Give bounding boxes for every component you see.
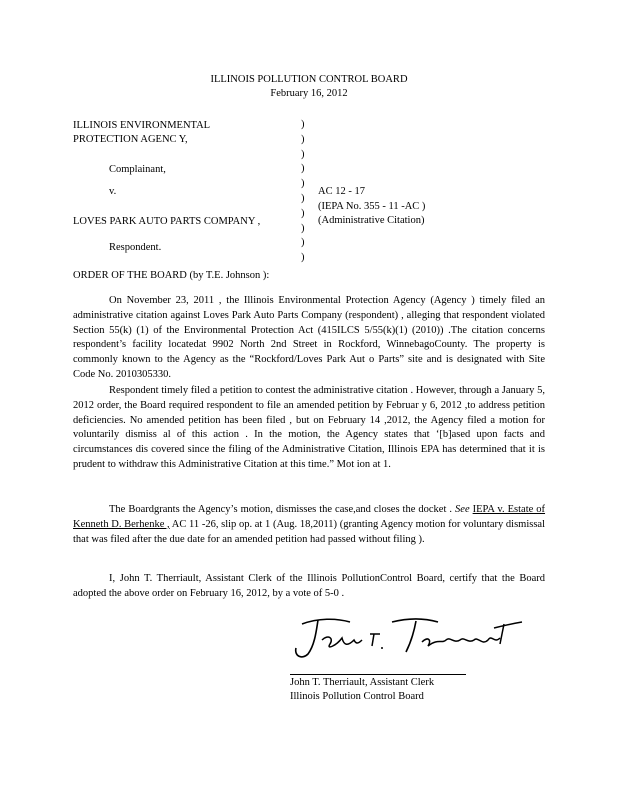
complainant-role: Complainant,: [109, 164, 166, 175]
signer-office: Illinois Pollution Control Board: [290, 691, 424, 702]
complainant-name-line1: ILLINOIS ENVIRONMENTAL: [73, 120, 211, 131]
paragraph-3-text: The Boardgrants the Agency’s motion, dismisses the case,and closes the docket .: [109, 504, 453, 515]
versus-label: v.: [109, 186, 117, 197]
paragraph-1-text: On November 23, 2011 , the Illinois Environmental Protection Agency (Agency ) timely filed an administrative citation against Loves Park Auto Parts Company (respondent) , alleging that respondent violated Section 55(k) (1) of the Environmental Protection Act (415ILCS 5/55(k)(1) (2010)) .The citation concerns respondent’s facility locatedat 9902 North 2nd Street in Rockford, WinnebagoCounty. The property is commonly known to the Agency as the “Rockford/Loves Park Aut o Parts” site and is designated with Site Code No. 2010305330.: [73, 295, 545, 380]
paragraph-2: [73, 384, 545, 473]
paragraph-1: [73, 294, 545, 383]
paragraph-2-text: Respondent timely filed a petition to contest the administrative citation . However, through a January 5, 2012 order, the Board required respondent to file an amended petition by Februar y 6, 2012 ,to address petition deficiencies. No amended petition has been filed , but on February 14 ,2012, the Agency filed a motion for voluntarily dismiss al of this action . In the motion, the Agency states that ‘[b]ased upon facts and circumstances dis covered since the filing of the Administrative Citation, Illinois EPA has determined that it is prudent to withdraw this Administrative Citation at this time.” Mot ion at 1.: [73, 385, 545, 470]
paragraph-3: [73, 503, 545, 547]
paragraph-4: [73, 572, 545, 602]
complainant-name-line2: PROTECTION AGENC Y,: [73, 134, 188, 145]
signer-name: John T. Therriault, Assistant Clerk: [290, 677, 435, 688]
order-date: February 16, 2012: [270, 88, 348, 99]
iepa-number: (IEPA No. 355 - 11 -AC ): [318, 201, 426, 212]
handwritten-signature: [288, 610, 528, 666]
board-name: ILLINOIS POLLUTION CONTROL BOARD: [210, 74, 408, 85]
see-signal: See: [455, 504, 470, 515]
caption-parentheses: ) ) ) ) ) ) ) ) ) ): [301, 119, 305, 264]
case-type: (Administrative Citation): [318, 215, 425, 226]
order-heading: ORDER OF THE BOARD (by T.E. Johnson ):: [73, 270, 270, 281]
case-number: AC 12 - 17: [318, 186, 365, 197]
case-citation: IEPA v. Estate of Kenneth D. Berhenke ,: [73, 504, 546, 530]
paragraph-4-text: I, John T. Therriault, Assistant Clerk of the Illinois PollutionControl Board, certify that the Board adopted the above order on February 16, 2012, by a vote of 5-0 .: [73, 573, 545, 599]
respondent-role: Respondent.: [109, 242, 162, 253]
paragraph-3-text-cont: AC 11 -26, slip op. at 1 (Aug. 18,2011) (granting Agency motion for voluntary dismissal that was filed after the due date for an amended petition had passed without filing ).: [73, 518, 545, 545]
respondent-name: LOVES PARK AUTO PARTS COMPANY ,: [73, 216, 261, 227]
